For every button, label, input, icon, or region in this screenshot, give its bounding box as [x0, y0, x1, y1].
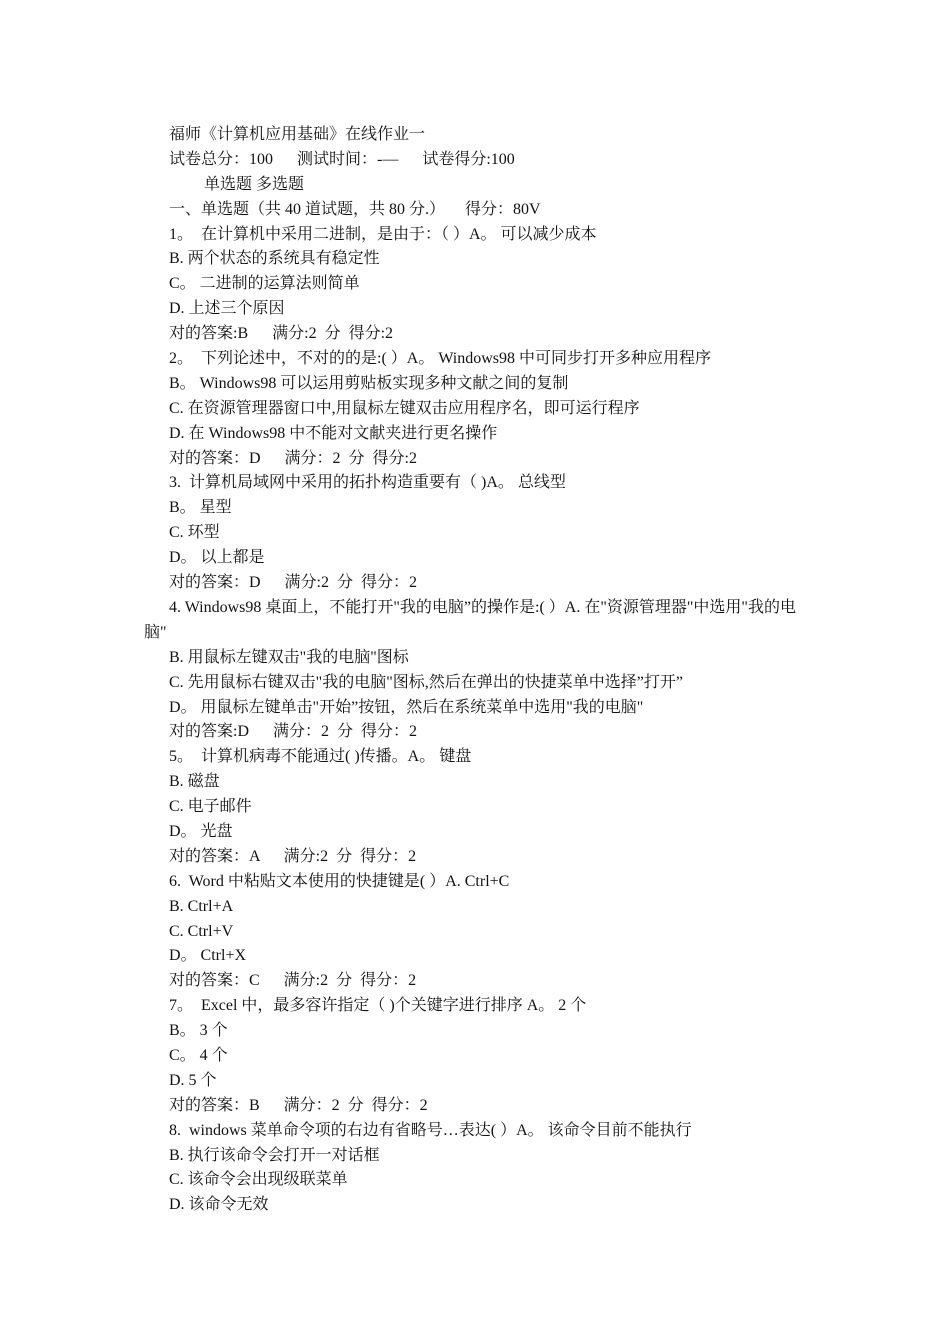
- question-line: C。 二进制的运算法则简单: [169, 275, 360, 293]
- question-line: C。 4 个: [169, 1046, 228, 1064]
- question-line: 1。 在计算机中采用二进制，是由于：（ ）A。 可以减少成本: [169, 225, 597, 243]
- question-line: D。 以上都是: [169, 549, 265, 567]
- answer-line: 对的答案:B 满分:2 分 得分:2: [169, 325, 394, 343]
- question-line-wrapped: 4. Windows98 桌面上，不能打开"我的电脑”的操作是:( ）A. 在"资源管理器"中选用"我的电脑": [144, 598, 796, 641]
- question-line: C. 电子邮件: [169, 798, 252, 816]
- question-line: D. 该命令无效: [169, 1196, 269, 1214]
- answer-line: 对的答案：A 满分:2 分 得分：2: [169, 847, 417, 865]
- question-line: B. 执行该命令会打开一对话框: [169, 1146, 380, 1164]
- question-line: 7。 Excel 中，最多容许指定（ )个关键字进行排序 A。 2 个: [169, 997, 587, 1015]
- question-line: 3. 计算机局域网中采用的拓扑构造重要有（ )A。 总线型: [169, 474, 566, 492]
- question-line: C. 先用鼠标右键双击"我的电脑"图标,然后在弹出的快捷菜单中选择”打开”: [169, 673, 683, 691]
- question-line: D. 在 Windows98 中不能对文献夹进行更名操作: [169, 424, 498, 442]
- answer-line: 对的答案：D 满分：2 分 得分:2: [169, 449, 418, 467]
- question-line: 8. windows 菜单命令项的右边有省略号…表达( ）A。 该命令目前不能执行: [169, 1121, 692, 1139]
- question-line: B。 3 个: [169, 1022, 228, 1040]
- section-header: 一、单选题（共 40 道试题，共 80 分.） 得分：80V: [169, 200, 541, 218]
- question-line: C. 该命令会出现级联菜单: [169, 1171, 348, 1189]
- question-line: B. Ctrl+A: [169, 897, 234, 915]
- question-block-1: [0, 223, 950, 596]
- question-line: C. 在资源管理器窗口中,用鼠标左键双击应用程序名，即可运行程序: [169, 399, 640, 417]
- question-line: 2。 下列论述中，不对的的是:( ）A。 Windows98 中可同步打开多种应用程序: [169, 350, 712, 368]
- answer-line: 对的答案：B 满分：2 分 得分：2: [169, 1096, 428, 1114]
- question-line: B. 磁盘: [169, 773, 220, 791]
- document-body: [0, 123, 950, 1218]
- answer-line: 对的答案：D 满分:2 分 得分：2: [169, 574, 418, 592]
- document-title: 福师《计算机应用基础》在线作业一: [169, 126, 426, 143]
- question-line: 5。 计算机病毒不能通过( )传播。A。 键盘: [169, 748, 472, 766]
- question-line: D. 5 个: [169, 1071, 217, 1089]
- question-line: 6. Word 中粘贴文本使用的快捷键是( ）A. Ctrl+C: [169, 872, 510, 890]
- question-line: D。 用鼠标左键单击"开始”按钮，然后在系统菜单中选用"我的电脑": [169, 698, 644, 716]
- question-line: B. 两个状态的系统具有稳定性: [169, 250, 380, 268]
- answer-line: 对的答案：C 满分:2 分 得分：2: [169, 972, 417, 990]
- exam-meta-line: 试卷总分：100 测试时间：-— 试卷得分:100: [169, 150, 515, 168]
- question-line: C. Ctrl+V: [169, 922, 234, 940]
- question-line: D。 光盘: [169, 822, 233, 840]
- question-line: C. 环型: [169, 524, 220, 542]
- question-type-tabs: 单选题 多选题: [204, 175, 305, 193]
- question-line: B。 星型: [169, 499, 232, 517]
- question-line: D。 Ctrl+X: [169, 947, 247, 965]
- question-block-2: [0, 646, 950, 1218]
- question-line: D. 上述三个原因: [169, 300, 285, 318]
- answer-line: 对的答案:D 满分：2 分 得分：2: [169, 723, 418, 741]
- question-line: B。 Windows98 可以运用剪贴板实现多种文献之间的复制: [169, 374, 569, 392]
- question-line: B. 用鼠标左键双击"我的电脑"图标: [169, 648, 409, 666]
